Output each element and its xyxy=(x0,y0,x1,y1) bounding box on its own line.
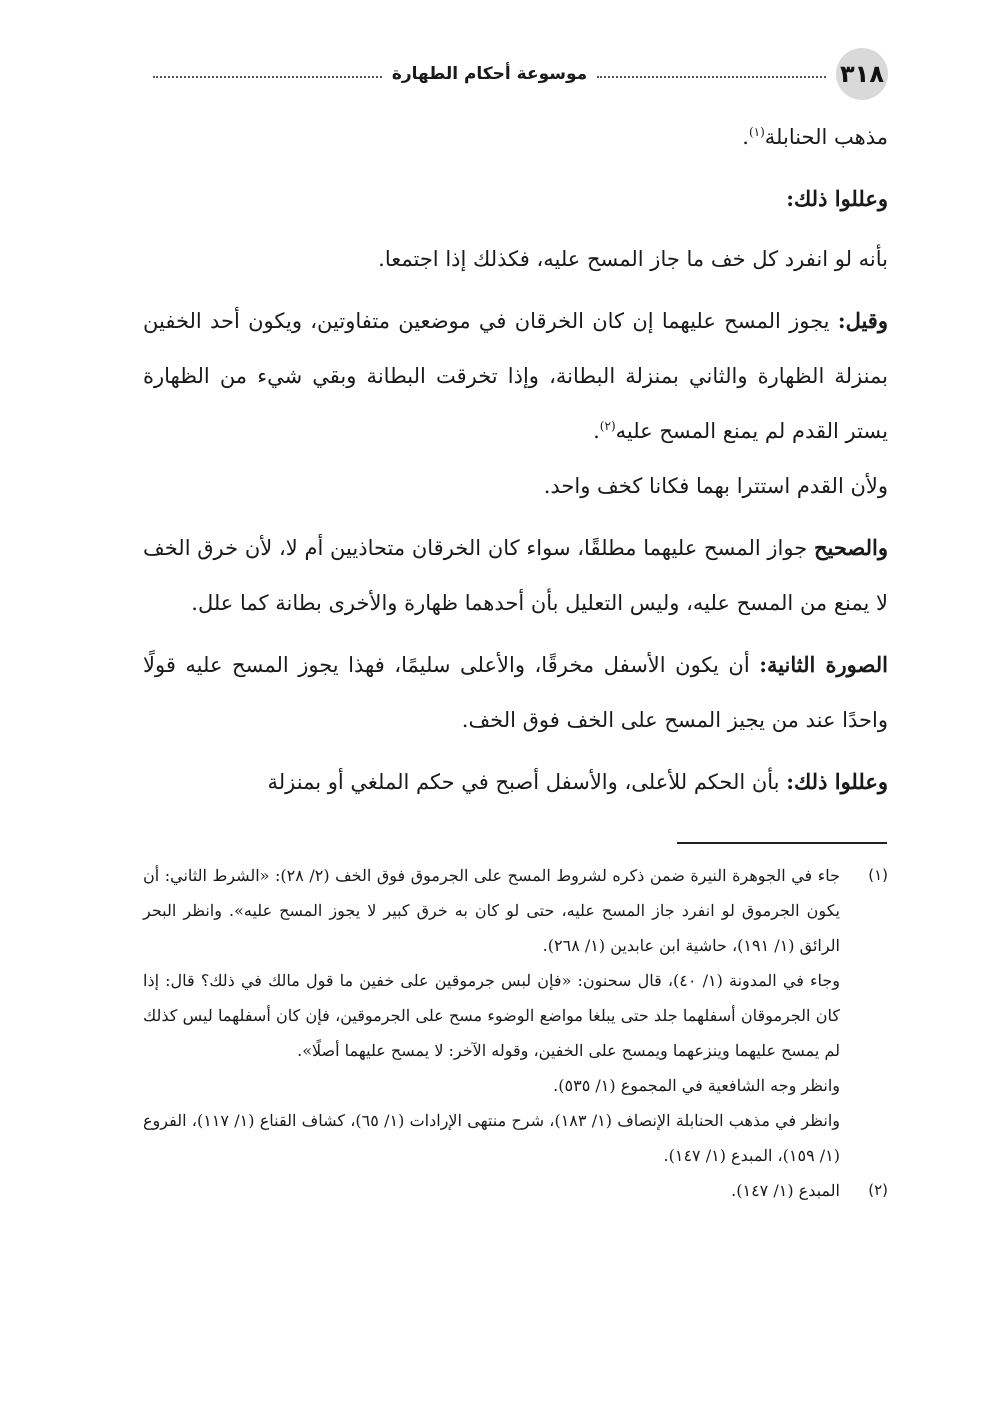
paragraph-2: وعللوا ذلك: xyxy=(786,186,888,211)
paragraph-4: وقيل: يجوز المسح عليهما إن كان الخرقان في موضعين متفاوتين، ويكون أحد الخفين بمنزلة الظهارة والثاني بمنزلة البطانة، وإذا تخرقت البطانة وبقي شيء من الظهارة يستر القدم لم يمنع المسح عليه$^{(٢)}$. xyxy=(143,308,888,443)
book-title: موسوعة أحكام الطهارة xyxy=(391,64,588,84)
header-dotted-leader-end xyxy=(153,76,382,78)
footnotes xyxy=(143,858,888,1208)
footnote-ref-2: (٢) xyxy=(599,419,616,433)
page-header xyxy=(143,44,888,104)
footnote-ref-1: (١) xyxy=(748,125,765,139)
footnote-1-continuation: وانظر وجه الشافعية في المجموع (١/ ٥٣٥). xyxy=(553,1076,840,1095)
footnote-text: المبدع (١/ ١٤٧). xyxy=(731,1181,840,1200)
paragraph-7: الصورة الثانية: أن يكون الأسفل مخرقًا، والأعلى سليمًا، فهذا يجوز المسح عليه قولًا واحدًا عند من يجيز المسح على الخف فوق الخف. xyxy=(143,652,888,732)
paragraph-5: ولأن القدم استترا بهما فكانا كخف واحد. xyxy=(543,474,888,498)
paragraph-6: والصحيح جواز المسح عليهما مطلقًا، سواء كان الخرقان متحاذيين أم لا، لأن خرق الخف لا يمنع من المسح عليه، وليس التعليل بأن أحدهما ظهارة والأخرى بطانة كما علل. xyxy=(143,535,888,615)
footnote-1 xyxy=(143,858,888,963)
paragraph-1: مذهب الحنابلة$^{(١)}$. xyxy=(742,125,888,149)
footnote-number: (٢) xyxy=(868,1181,888,1199)
footnote-1-continuation: وانظر في مذهب الحنابلة الإنصاف (١/ ١٨٣)، شرح منتهى الإرادات (١/ ٦٥)، كشاف القناع (١/ ١١٧)، الفروع (١/ ١٥٩)، المبدع (١/ ١٤٧). xyxy=(143,1111,840,1165)
paragraph-3: بأنه لو انفرد كل خف ما جاز المسح عليه، فكذلك إذا اجتمعا. xyxy=(378,247,888,271)
footnote-1-continuation: وجاء في المدونة (١/ ٤٠)، قال سحنون: «فإن لبس جرموقين على خفين ما قول مالك في ذلك؟ قال: إذا كان الجرموقان أسفلهما جلد حتى يبلغا مواضع الوضوء مسح على الجرموقين، فإن كان أسفلهما ليس كذلك لم يمسح عليهما وينزعهما ويمسح على الخفين، وقوله الآخر: لا يمسح عليهما أصلًا». xyxy=(143,971,841,1060)
page-number: ٣١٨ xyxy=(836,48,888,100)
header-dotted-leader xyxy=(597,76,826,78)
footnote-separator xyxy=(677,842,887,844)
paragraph-8: وعللوا ذلك: بأن الحكم للأعلى، والأسفل أصبح في حكم الملغي أو بمنزلة xyxy=(267,769,888,794)
footnote-text: جاء في الجوهرة النيرة ضمن ذكره لشروط المسح على الجرموق فوق الخف (٢/ ٢٨): «الشرط الثاني: أن يكون الجرموق لو انفرد جاز المسح عليه، حتى لو كان به خرق كبير لا يجوز المسح عليه». وانظر البحر الرائق (١/ ١٩١)، حاشية ابن عابدين (١/ ٢٦٨). xyxy=(143,866,840,955)
footnote-number: (١) xyxy=(868,866,888,884)
footnote-2 xyxy=(143,1173,888,1208)
main-text xyxy=(143,110,888,810)
